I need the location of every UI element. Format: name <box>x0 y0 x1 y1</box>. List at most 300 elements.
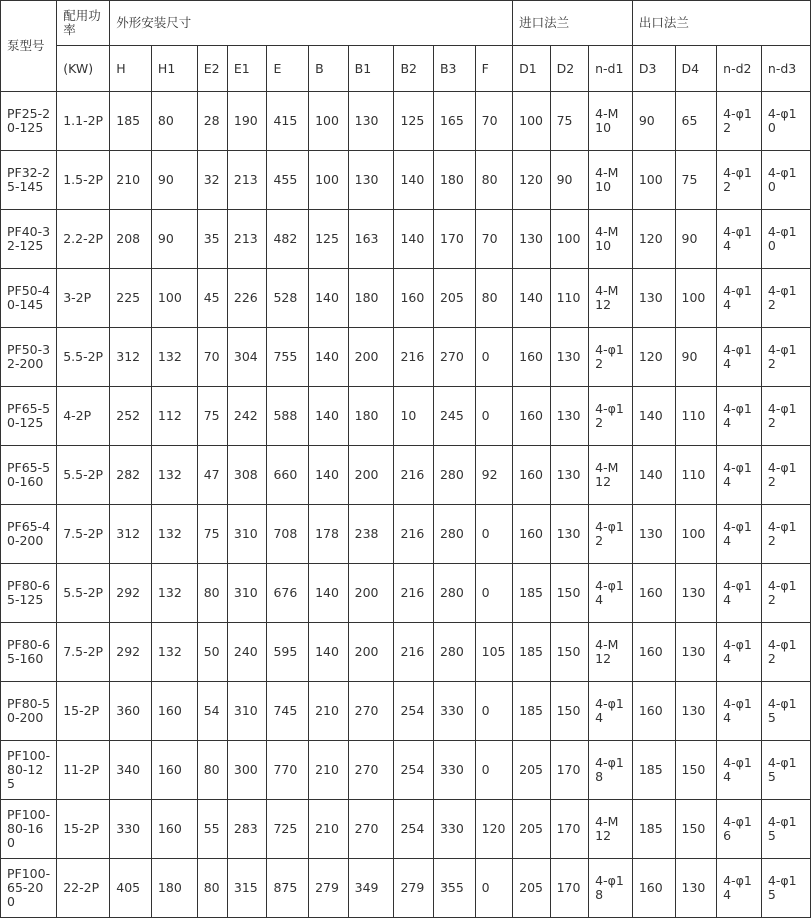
cell-d1: 185 <box>513 564 550 623</box>
cell-b: 140 <box>309 623 349 682</box>
cell-d1: 185 <box>513 623 550 682</box>
cell-n-d1: 4-φ14 <box>589 682 633 741</box>
cell-b: 210 <box>309 741 349 800</box>
cell-power: 1.5-2P <box>57 151 110 210</box>
cell-h: 330 <box>110 800 152 859</box>
cell-d1: 100 <box>513 92 550 151</box>
cell-n-d1: 4-M12 <box>589 446 633 505</box>
cell-b2: 216 <box>394 446 434 505</box>
header-col-d1: D1 <box>513 46 550 92</box>
cell-b1: 180 <box>348 269 394 328</box>
table-body <box>1 1 811 918</box>
cell-e1: 226 <box>227 269 267 328</box>
cell-e2: 75 <box>197 505 227 564</box>
header-col-b3: B3 <box>433 46 475 92</box>
cell-d2: 150 <box>550 564 589 623</box>
cell-n-d1: 4-φ18 <box>589 859 633 918</box>
cell-h: 210 <box>110 151 152 210</box>
cell-b1: 200 <box>348 623 394 682</box>
header-col-h1: H1 <box>151 46 197 92</box>
header-dims-group: 外形安装尺寸 <box>110 1 513 46</box>
cell-b3: 205 <box>433 269 475 328</box>
cell-n-d3: 4-φ10 <box>761 151 810 210</box>
cell-n-d3: 4-φ12 <box>761 328 810 387</box>
cell-power: 1.1-2P <box>57 92 110 151</box>
cell-d2: 170 <box>550 800 589 859</box>
table-row <box>1 623 811 682</box>
cell-model: PF65-50-160 <box>1 446 57 505</box>
cell-e1: 283 <box>227 800 267 859</box>
table-row <box>1 446 811 505</box>
cell-b: 140 <box>309 564 349 623</box>
cell-e2: 80 <box>197 859 227 918</box>
cell-h: 185 <box>110 92 152 151</box>
cell-h1: 160 <box>151 800 197 859</box>
cell-e: 745 <box>267 682 309 741</box>
cell-b1: 270 <box>348 800 394 859</box>
cell-b3: 280 <box>433 623 475 682</box>
cell-d2: 170 <box>550 859 589 918</box>
header-col-b: B <box>309 46 349 92</box>
cell-d3: 160 <box>632 682 675 741</box>
header-col-nd3: n-d3 <box>761 46 810 92</box>
cell-h1: 80 <box>151 92 197 151</box>
cell-model: PF25-20-125 <box>1 92 57 151</box>
cell-d1: 160 <box>513 505 550 564</box>
cell-power: 3-2P <box>57 269 110 328</box>
cell-f: 70 <box>475 210 513 269</box>
cell-d3: 185 <box>632 800 675 859</box>
cell-e: 415 <box>267 92 309 151</box>
cell-model: PF32-25-145 <box>1 151 57 210</box>
cell-d1: 130 <box>513 210 550 269</box>
cell-power: 7.5-2P <box>57 505 110 564</box>
cell-d3: 160 <box>632 859 675 918</box>
cell-e: 676 <box>267 564 309 623</box>
cell-e2: 70 <box>197 328 227 387</box>
cell-b2: 125 <box>394 92 434 151</box>
cell-n-d2: 4-φ14 <box>717 210 762 269</box>
cell-e: 455 <box>267 151 309 210</box>
cell-f: 0 <box>475 741 513 800</box>
cell-n-d3: 4-φ12 <box>761 505 810 564</box>
cell-e: 595 <box>267 623 309 682</box>
cell-n-d2: 4-φ14 <box>717 682 762 741</box>
cell-e2: 35 <box>197 210 227 269</box>
cell-d2: 75 <box>550 92 589 151</box>
cell-h: 282 <box>110 446 152 505</box>
cell-n-d1: 4-φ18 <box>589 741 633 800</box>
cell-h1: 160 <box>151 682 197 741</box>
header-power-unit: (KW) <box>57 46 110 92</box>
header-row-columns <box>1 46 811 92</box>
cell-b: 210 <box>309 800 349 859</box>
cell-b2: 10 <box>394 387 434 446</box>
cell-n-d3: 4-φ10 <box>761 210 810 269</box>
cell-n-d3: 4-φ12 <box>761 387 810 446</box>
cell-e2: 80 <box>197 741 227 800</box>
cell-b2: 279 <box>394 859 434 918</box>
cell-h1: 132 <box>151 328 197 387</box>
cell-b1: 130 <box>348 92 394 151</box>
cell-h1: 160 <box>151 741 197 800</box>
cell-h: 312 <box>110 505 152 564</box>
cell-d4: 150 <box>675 800 717 859</box>
cell-b2: 216 <box>394 328 434 387</box>
table-row <box>1 328 811 387</box>
cell-d3: 120 <box>632 328 675 387</box>
cell-n-d1: 4-φ12 <box>589 387 633 446</box>
cell-e: 588 <box>267 387 309 446</box>
cell-e1: 190 <box>227 92 267 151</box>
cell-b1: 270 <box>348 741 394 800</box>
cell-d2: 100 <box>550 210 589 269</box>
cell-n-d2: 4-φ12 <box>717 92 762 151</box>
table-row <box>1 92 811 151</box>
cell-e2: 28 <box>197 92 227 151</box>
cell-d1: 205 <box>513 741 550 800</box>
cell-d4: 150 <box>675 741 717 800</box>
cell-d4: 100 <box>675 269 717 328</box>
header-model: 泵型号 <box>1 1 57 92</box>
cell-b2: 216 <box>394 623 434 682</box>
cell-b2: 254 <box>394 741 434 800</box>
cell-f: 92 <box>475 446 513 505</box>
cell-n-d2: 4-φ14 <box>717 741 762 800</box>
table-row <box>1 387 811 446</box>
cell-n-d3: 4-φ15 <box>761 859 810 918</box>
table-row <box>1 800 811 859</box>
cell-d2: 130 <box>550 505 589 564</box>
cell-b3: 245 <box>433 387 475 446</box>
cell-d2: 110 <box>550 269 589 328</box>
cell-b3: 330 <box>433 741 475 800</box>
cell-n-d1: 4-φ14 <box>589 564 633 623</box>
cell-f: 0 <box>475 505 513 564</box>
header-col-d2: D2 <box>550 46 589 92</box>
cell-e: 708 <box>267 505 309 564</box>
cell-d2: 150 <box>550 682 589 741</box>
cell-d3: 100 <box>632 151 675 210</box>
cell-e1: 300 <box>227 741 267 800</box>
cell-n-d2: 4-φ16 <box>717 800 762 859</box>
cell-h: 405 <box>110 859 152 918</box>
header-power: 配用功率 <box>57 1 110 46</box>
cell-n-d3: 4-φ15 <box>761 682 810 741</box>
cell-f: 80 <box>475 269 513 328</box>
cell-d1: 160 <box>513 446 550 505</box>
cell-model: PF80-65-160 <box>1 623 57 682</box>
cell-b: 140 <box>309 328 349 387</box>
cell-h1: 90 <box>151 151 197 210</box>
cell-b3: 165 <box>433 92 475 151</box>
table-row <box>1 564 811 623</box>
cell-power: 5.5-2P <box>57 328 110 387</box>
cell-b2: 140 <box>394 210 434 269</box>
cell-b3: 330 <box>433 800 475 859</box>
cell-b3: 280 <box>433 446 475 505</box>
header-col-h: H <box>110 46 152 92</box>
cell-f: 0 <box>475 682 513 741</box>
cell-n-d2: 4-φ14 <box>717 387 762 446</box>
cell-d1: 205 <box>513 859 550 918</box>
cell-d3: 130 <box>632 505 675 564</box>
cell-b: 125 <box>309 210 349 269</box>
cell-h: 252 <box>110 387 152 446</box>
cell-d2: 90 <box>550 151 589 210</box>
cell-e: 482 <box>267 210 309 269</box>
cell-h: 292 <box>110 564 152 623</box>
cell-b2: 216 <box>394 505 434 564</box>
cell-model: PF50-32-200 <box>1 328 57 387</box>
cell-h: 312 <box>110 328 152 387</box>
cell-d1: 120 <box>513 151 550 210</box>
cell-e1: 304 <box>227 328 267 387</box>
cell-e: 875 <box>267 859 309 918</box>
cell-model: PF100-65-200 <box>1 859 57 918</box>
cell-e: 660 <box>267 446 309 505</box>
cell-model: PF100-80-125 <box>1 741 57 800</box>
cell-e1: 213 <box>227 210 267 269</box>
table-row <box>1 741 811 800</box>
cell-b1: 200 <box>348 328 394 387</box>
cell-d4: 90 <box>675 210 717 269</box>
cell-h1: 100 <box>151 269 197 328</box>
header-col-d3: D3 <box>632 46 675 92</box>
cell-e2: 32 <box>197 151 227 210</box>
cell-e2: 55 <box>197 800 227 859</box>
cell-b1: 349 <box>348 859 394 918</box>
cell-d4: 110 <box>675 446 717 505</box>
cell-e2: 47 <box>197 446 227 505</box>
header-col-e: E <box>267 46 309 92</box>
cell-b1: 130 <box>348 151 394 210</box>
cell-b3: 270 <box>433 328 475 387</box>
cell-n-d2: 4-φ14 <box>717 859 762 918</box>
cell-e2: 75 <box>197 387 227 446</box>
cell-b3: 280 <box>433 505 475 564</box>
cell-n-d3: 4-φ12 <box>761 564 810 623</box>
cell-d1: 205 <box>513 800 550 859</box>
cell-b1: 180 <box>348 387 394 446</box>
cell-d2: 130 <box>550 446 589 505</box>
cell-e2: 50 <box>197 623 227 682</box>
header-row-groups <box>1 1 811 46</box>
cell-d3: 140 <box>632 387 675 446</box>
cell-d3: 140 <box>632 446 675 505</box>
cell-d3: 160 <box>632 623 675 682</box>
cell-n-d1: 4-M12 <box>589 623 633 682</box>
cell-n-d2: 4-φ14 <box>717 623 762 682</box>
cell-d3: 160 <box>632 564 675 623</box>
cell-b2: 254 <box>394 800 434 859</box>
cell-b2: 140 <box>394 151 434 210</box>
cell-n-d1: 4-M10 <box>589 151 633 210</box>
cell-b1: 163 <box>348 210 394 269</box>
cell-power: 5.5-2P <box>57 446 110 505</box>
cell-e2: 45 <box>197 269 227 328</box>
cell-d4: 65 <box>675 92 717 151</box>
cell-model: PF40-32-125 <box>1 210 57 269</box>
cell-d2: 150 <box>550 623 589 682</box>
cell-power: 2.2-2P <box>57 210 110 269</box>
cell-h1: 132 <box>151 564 197 623</box>
cell-b: 279 <box>309 859 349 918</box>
cell-f: 0 <box>475 564 513 623</box>
cell-b3: 170 <box>433 210 475 269</box>
cell-n-d2: 4-φ14 <box>717 328 762 387</box>
cell-b1: 200 <box>348 446 394 505</box>
cell-h1: 180 <box>151 859 197 918</box>
cell-e: 725 <box>267 800 309 859</box>
cell-e: 528 <box>267 269 309 328</box>
cell-b1: 238 <box>348 505 394 564</box>
cell-model: PF80-65-125 <box>1 564 57 623</box>
cell-n-d3: 4-φ15 <box>761 741 810 800</box>
cell-n-d3: 4-φ10 <box>761 92 810 151</box>
cell-e2: 54 <box>197 682 227 741</box>
header-col-nd2: n-d2 <box>717 46 762 92</box>
cell-power: 22-2P <box>57 859 110 918</box>
table-row <box>1 682 811 741</box>
cell-h: 292 <box>110 623 152 682</box>
cell-h: 340 <box>110 741 152 800</box>
cell-power: 7.5-2P <box>57 623 110 682</box>
cell-model: PF80-50-200 <box>1 682 57 741</box>
cell-power: 11-2P <box>57 741 110 800</box>
cell-b2: 254 <box>394 682 434 741</box>
cell-b2: 160 <box>394 269 434 328</box>
table-row <box>1 859 811 918</box>
cell-f: 0 <box>475 859 513 918</box>
cell-e: 770 <box>267 741 309 800</box>
cell-e1: 242 <box>227 387 267 446</box>
cell-d3: 120 <box>632 210 675 269</box>
header-inlet-group: 进口法兰 <box>513 1 633 46</box>
cell-h: 208 <box>110 210 152 269</box>
cell-h1: 132 <box>151 623 197 682</box>
cell-d4: 130 <box>675 682 717 741</box>
cell-d1: 160 <box>513 387 550 446</box>
table-row <box>1 269 811 328</box>
cell-d2: 170 <box>550 741 589 800</box>
header-outlet-group: 出口法兰 <box>632 1 810 46</box>
cell-e1: 315 <box>227 859 267 918</box>
cell-d4: 100 <box>675 505 717 564</box>
cell-n-d1: 4-M12 <box>589 269 633 328</box>
cell-d4: 75 <box>675 151 717 210</box>
cell-model: PF50-40-145 <box>1 269 57 328</box>
cell-n-d3: 4-φ12 <box>761 269 810 328</box>
cell-n-d3: 4-φ15 <box>761 800 810 859</box>
header-col-e2: E2 <box>197 46 227 92</box>
cell-n-d2: 4-φ14 <box>717 446 762 505</box>
cell-b: 100 <box>309 151 349 210</box>
cell-d3: 130 <box>632 269 675 328</box>
cell-h: 360 <box>110 682 152 741</box>
cell-b3: 330 <box>433 682 475 741</box>
cell-model: PF65-40-200 <box>1 505 57 564</box>
header-col-f: F <box>475 46 513 92</box>
cell-d3: 185 <box>632 741 675 800</box>
cell-power: 4-2P <box>57 387 110 446</box>
cell-f: 120 <box>475 800 513 859</box>
header-col-e1: E1 <box>227 46 267 92</box>
cell-n-d2: 4-φ12 <box>717 151 762 210</box>
cell-b1: 200 <box>348 564 394 623</box>
cell-d4: 130 <box>675 859 717 918</box>
table-row <box>1 505 811 564</box>
cell-d1: 160 <box>513 328 550 387</box>
cell-b: 140 <box>309 446 349 505</box>
cell-b3: 355 <box>433 859 475 918</box>
cell-e1: 213 <box>227 151 267 210</box>
cell-d4: 110 <box>675 387 717 446</box>
cell-e: 755 <box>267 328 309 387</box>
header-col-nd1: n-d1 <box>589 46 633 92</box>
cell-d3: 90 <box>632 92 675 151</box>
cell-e1: 308 <box>227 446 267 505</box>
cell-d2: 130 <box>550 328 589 387</box>
cell-power: 5.5-2P <box>57 564 110 623</box>
cell-n-d3: 4-φ12 <box>761 623 810 682</box>
cell-b1: 270 <box>348 682 394 741</box>
cell-f: 105 <box>475 623 513 682</box>
cell-model: PF65-50-125 <box>1 387 57 446</box>
cell-e1: 240 <box>227 623 267 682</box>
cell-n-d2: 4-φ14 <box>717 564 762 623</box>
cell-b3: 180 <box>433 151 475 210</box>
cell-f: 0 <box>475 387 513 446</box>
cell-e1: 310 <box>227 682 267 741</box>
cell-e2: 80 <box>197 564 227 623</box>
cell-b: 210 <box>309 682 349 741</box>
header-col-b2: B2 <box>394 46 434 92</box>
cell-d1: 185 <box>513 682 550 741</box>
cell-n-d1: 4-M10 <box>589 210 633 269</box>
cell-e1: 310 <box>227 505 267 564</box>
cell-n-d2: 4-φ14 <box>717 269 762 328</box>
cell-f: 0 <box>475 328 513 387</box>
cell-h1: 132 <box>151 505 197 564</box>
cell-power: 15-2P <box>57 682 110 741</box>
cell-d4: 130 <box>675 623 717 682</box>
cell-n-d1: 4-φ12 <box>589 328 633 387</box>
cell-h1: 90 <box>151 210 197 269</box>
cell-h: 225 <box>110 269 152 328</box>
cell-h1: 112 <box>151 387 197 446</box>
cell-d2: 130 <box>550 387 589 446</box>
cell-b: 140 <box>309 387 349 446</box>
cell-power: 15-2P <box>57 800 110 859</box>
header-col-d4: D4 <box>675 46 717 92</box>
cell-d4: 130 <box>675 564 717 623</box>
table-row <box>1 151 811 210</box>
cell-b: 140 <box>309 269 349 328</box>
cell-f: 80 <box>475 151 513 210</box>
cell-d1: 140 <box>513 269 550 328</box>
cell-b: 100 <box>309 92 349 151</box>
cell-n-d3: 4-φ12 <box>761 446 810 505</box>
cell-n-d1: 4-M10 <box>589 92 633 151</box>
cell-n-d1: 4-M12 <box>589 800 633 859</box>
cell-h1: 132 <box>151 446 197 505</box>
header-col-b1: B1 <box>348 46 394 92</box>
cell-b3: 280 <box>433 564 475 623</box>
cell-b2: 216 <box>394 564 434 623</box>
cell-e1: 310 <box>227 564 267 623</box>
cell-f: 70 <box>475 92 513 151</box>
